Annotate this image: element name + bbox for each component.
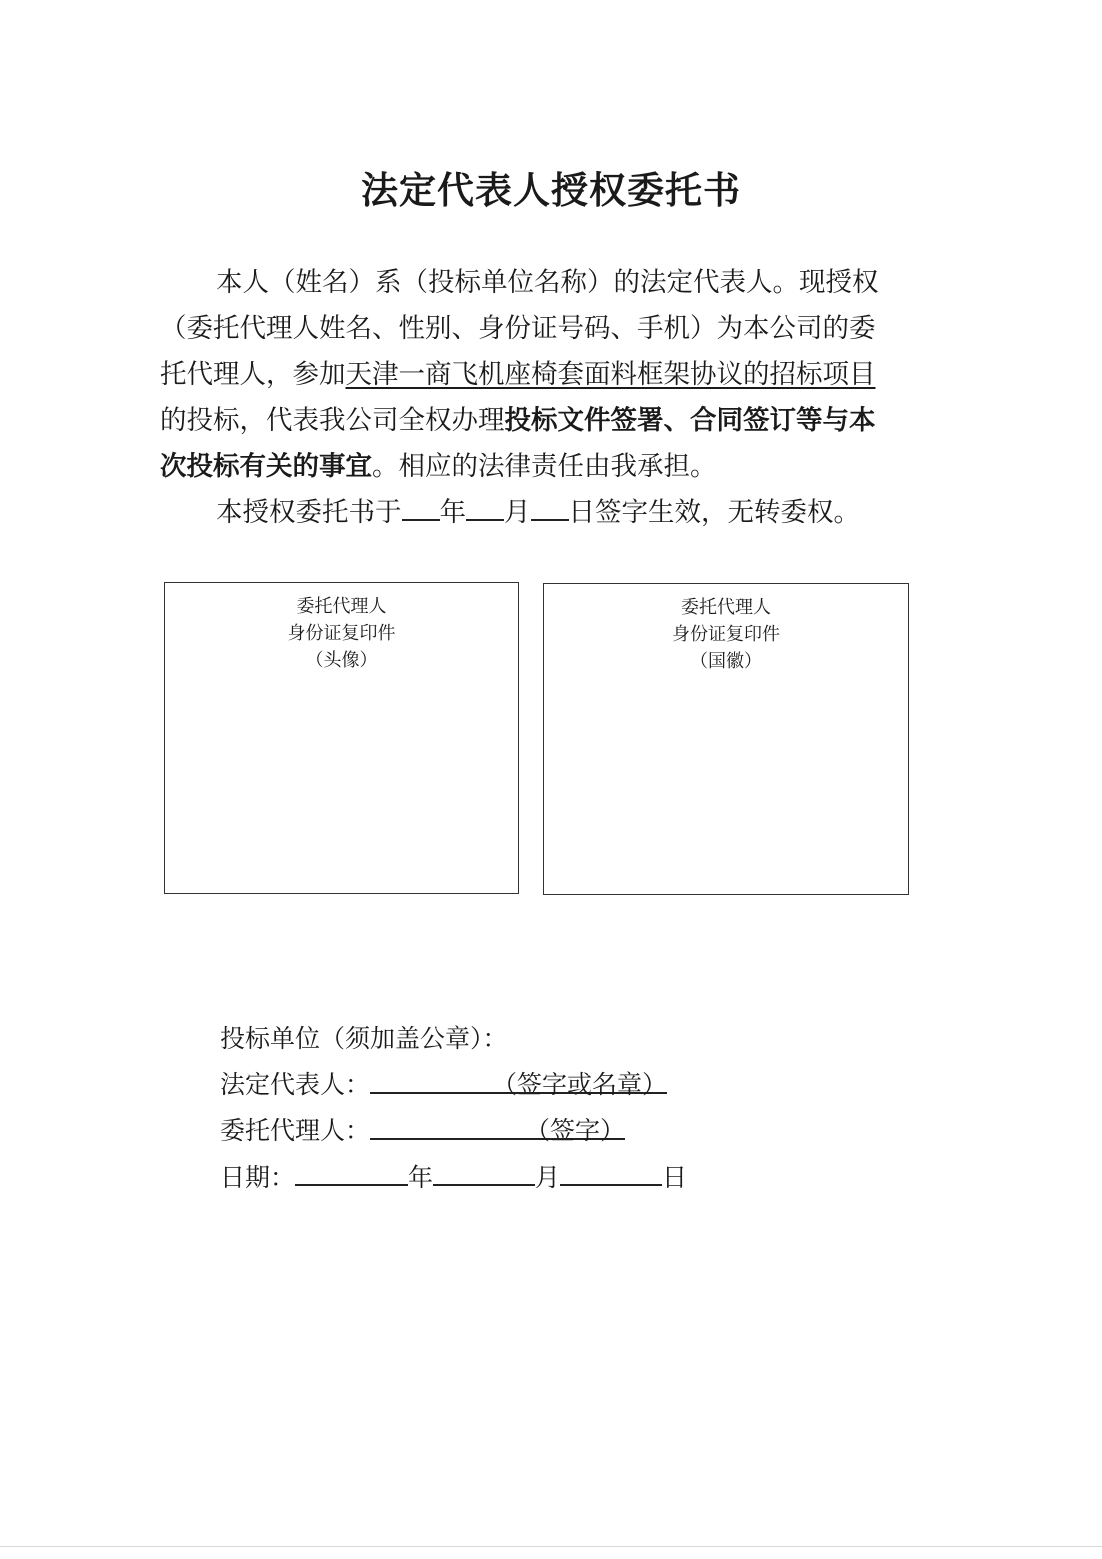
box-label-line3: （头像）	[305, 650, 378, 671]
bidder-row	[220, 1016, 687, 1062]
line-5-bold: 次投标有关的事宜	[160, 451, 372, 482]
box-label-line3: （国徽）	[690, 651, 762, 672]
date-day: 日	[662, 1163, 688, 1192]
effective-year: 年	[439, 497, 466, 528]
paragraph-line-1: 本人（姓名）系（投标单位名称）的法定代表人。现授权	[216, 267, 879, 298]
line-4-normal: 的投标，代表我公司全权办理	[160, 405, 505, 436]
day-blank[interactable]	[531, 493, 569, 521]
bidder-label: 投标单位（须加盖公章）：	[220, 1024, 508, 1053]
id-copy-box-emblem	[543, 583, 909, 895]
legal-rep-hint: （签字或名章）	[492, 1070, 668, 1099]
agent-signature-field[interactable]	[370, 1108, 626, 1145]
date-year: 年	[408, 1163, 434, 1192]
date-label: 日期：	[220, 1163, 296, 1192]
box-label-line2: 身份证复印件	[287, 623, 396, 644]
paragraph-line-2: （委托代理人姓名、性别、身份证号码、手机）为本公司的委	[160, 313, 876, 344]
effective-suffix: 日签字生效，无转委权。	[568, 497, 860, 528]
effective-date-line	[160, 490, 940, 536]
box-label-line2: 身份证复印件	[672, 624, 780, 645]
paragraph-line-3	[160, 352, 940, 398]
document-title: 法定代表人授权委托书	[361, 169, 741, 212]
legal-rep-label: 法定代表人：	[220, 1070, 371, 1099]
signature-section	[220, 1016, 687, 1200]
agent-row	[220, 1108, 687, 1154]
year-blank[interactable]	[402, 493, 440, 521]
paragraph-line-4	[160, 398, 940, 444]
line-5-normal: 。相应的法律责任由我承担。	[372, 451, 717, 482]
paragraph-line-5	[160, 444, 940, 490]
legal-rep-row	[220, 1062, 687, 1108]
line-3-prefix: 托代理人，参加	[160, 359, 346, 390]
effective-prefix: 本授权委托书于	[216, 497, 402, 528]
date-year-field[interactable]	[295, 1154, 408, 1186]
box-label-line1: 委托代理人	[681, 597, 771, 618]
id-copy-box-portrait	[164, 582, 519, 894]
agent-hint: （签字）	[525, 1116, 626, 1145]
effective-month: 月	[504, 497, 531, 528]
date-row	[220, 1154, 687, 1200]
month-blank[interactable]	[466, 493, 504, 521]
authorization-paragraph	[160, 260, 940, 536]
line-4-bold: 投标文件签署、合同签订等与本	[504, 405, 876, 436]
date-month-field[interactable]	[433, 1154, 535, 1186]
box-label-line1: 委托代理人	[296, 596, 387, 617]
legal-rep-signature-field[interactable]	[370, 1062, 668, 1099]
date-day-field[interactable]	[560, 1154, 662, 1186]
agent-label: 委托代理人：	[220, 1116, 371, 1145]
scan-edge-divider	[0, 1546, 1102, 1547]
date-month: 月	[535, 1163, 561, 1192]
project-name: 天津一商飞机座椅套面料框架协议的招标项目	[345, 359, 876, 390]
